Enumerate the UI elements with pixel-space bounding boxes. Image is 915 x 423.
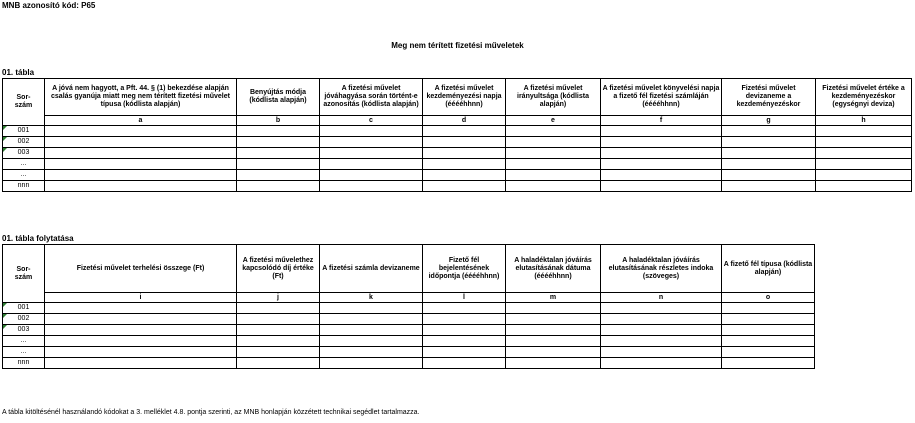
column-letter: m: [506, 293, 601, 303]
input-cell[interactable]: [45, 325, 237, 336]
input-cell[interactable]: [601, 148, 722, 159]
table2: [2, 244, 815, 369]
table-row: [3, 137, 912, 148]
input-cell[interactable]: [423, 159, 506, 170]
table1: [2, 78, 912, 192]
row-marker-icon: [3, 303, 7, 307]
input-cell[interactable]: [45, 170, 237, 181]
input-cell[interactable]: [816, 126, 912, 137]
input-cell[interactable]: [722, 159, 816, 170]
input-cell[interactable]: [320, 347, 423, 358]
row-number: [3, 347, 45, 358]
input-cell[interactable]: [601, 347, 722, 358]
row-number: [3, 314, 45, 325]
input-cell[interactable]: [506, 148, 601, 159]
row-marker-icon: [3, 325, 7, 329]
input-cell[interactable]: [423, 137, 506, 148]
input-cell[interactable]: [601, 303, 722, 314]
column-letter: a: [45, 116, 237, 126]
input-cell[interactable]: [722, 126, 816, 137]
column-header: A fizetési művelet kezdeményezési napja (ééééhhnn): [423, 79, 506, 116]
input-cell[interactable]: [816, 137, 912, 148]
row-number-label: ...: [20, 171, 27, 178]
input-cell[interactable]: [506, 325, 601, 336]
row-number-label: 002: [17, 138, 30, 145]
input-cell[interactable]: [506, 159, 601, 170]
input-cell[interactable]: [722, 137, 816, 148]
input-cell[interactable]: [722, 347, 815, 358]
column-header: Fizetési művelet terhelési összege (Ft): [45, 245, 237, 293]
input-cell[interactable]: [423, 170, 506, 181]
input-cell[interactable]: [320, 148, 423, 159]
input-cell[interactable]: [816, 148, 912, 159]
row-number-label: 003: [17, 149, 30, 156]
row-number: [3, 325, 45, 336]
input-cell[interactable]: [320, 336, 423, 347]
input-cell[interactable]: [423, 303, 506, 314]
input-cell[interactable]: [601, 159, 722, 170]
input-cell[interactable]: [45, 181, 237, 192]
input-cell[interactable]: [320, 137, 423, 148]
input-cell[interactable]: [601, 358, 722, 369]
column-letter: g: [722, 116, 816, 126]
input-cell[interactable]: [423, 314, 506, 325]
table-row: [3, 314, 815, 325]
input-cell[interactable]: [237, 137, 320, 148]
row-marker-icon: [3, 148, 7, 152]
input-cell[interactable]: [423, 181, 506, 192]
input-cell[interactable]: [601, 126, 722, 137]
input-cell[interactable]: [506, 126, 601, 137]
column-letter-row: [3, 116, 912, 126]
column-header: Fizetési művelet devizaneme a kezdeményezéskor: [722, 79, 816, 116]
column-letter: f: [601, 116, 722, 126]
table2-label: 01. tábla folytatása: [2, 234, 74, 243]
input-cell[interactable]: [423, 126, 506, 137]
row-number-label: ...: [20, 160, 27, 167]
row-number: [3, 126, 45, 137]
row-number-label: ...: [20, 337, 27, 344]
input-cell[interactable]: [237, 170, 320, 181]
input-cell[interactable]: [45, 137, 237, 148]
column-header: A fizetési művelet könyvelési napja a fizető fél fizetési számláján (ééééhhnn): [601, 79, 722, 116]
row-number-label: nnn: [17, 182, 30, 189]
input-cell[interactable]: [816, 181, 912, 192]
input-cell[interactable]: [237, 126, 320, 137]
input-cell[interactable]: [506, 347, 601, 358]
input-cell[interactable]: [237, 181, 320, 192]
input-cell[interactable]: [816, 159, 912, 170]
input-cell[interactable]: [601, 137, 722, 148]
input-cell[interactable]: [45, 358, 237, 369]
table-row: [3, 325, 815, 336]
input-cell[interactable]: [722, 181, 816, 192]
row-number: [3, 181, 45, 192]
input-cell[interactable]: [506, 358, 601, 369]
input-cell[interactable]: [237, 159, 320, 170]
input-cell[interactable]: [506, 314, 601, 325]
table-row: [3, 170, 912, 181]
input-cell[interactable]: [320, 358, 423, 369]
column-letter: c: [320, 116, 423, 126]
input-cell[interactable]: [320, 181, 423, 192]
column-header: A fizetési művelethez kapcsolódó díj értéke (Ft): [237, 245, 320, 293]
column-letter: h: [816, 116, 912, 126]
table-row: [3, 336, 815, 347]
input-cell[interactable]: [601, 181, 722, 192]
row-number-label: ...: [20, 348, 27, 355]
input-cell[interactable]: [320, 170, 423, 181]
column-letter: o: [722, 293, 815, 303]
input-cell[interactable]: [423, 358, 506, 369]
input-cell[interactable]: [45, 347, 237, 358]
row-number-header: Sor- szám: [3, 245, 45, 303]
input-cell[interactable]: [722, 170, 816, 181]
input-cell[interactable]: [506, 181, 601, 192]
column-letter: k: [320, 293, 423, 303]
column-letter: e: [506, 116, 601, 126]
row-number: [3, 137, 45, 148]
row-number: [3, 159, 45, 170]
input-cell[interactable]: [722, 148, 816, 159]
row-number: [3, 303, 45, 314]
header-row: [3, 245, 815, 293]
column-header: A fizetési művelet irányultsága (kódlista alapján): [506, 79, 601, 116]
column-letter: l: [423, 293, 506, 303]
row-marker-icon: [3, 137, 7, 141]
row-number: [3, 336, 45, 347]
column-header: A fizetési művelet jóváhagyása során történt-e azonosítás (kódlista alapján): [320, 79, 423, 116]
table-row: [3, 181, 912, 192]
row-number-header: Sor- szám: [3, 79, 45, 126]
input-cell[interactable]: [45, 314, 237, 325]
column-letter: d: [423, 116, 506, 126]
row-number-label: 002: [17, 315, 30, 322]
input-cell[interactable]: [45, 336, 237, 347]
input-cell[interactable]: [237, 325, 320, 336]
column-letter: b: [237, 116, 320, 126]
input-cell[interactable]: [601, 325, 722, 336]
input-cell[interactable]: [237, 314, 320, 325]
input-cell[interactable]: [237, 303, 320, 314]
column-header: A haladéktalan jóváírás elutasításának részletes indoka (szöveges): [601, 245, 722, 293]
input-cell[interactable]: [601, 336, 722, 347]
input-cell[interactable]: [722, 303, 815, 314]
input-cell[interactable]: [320, 314, 423, 325]
input-cell[interactable]: [506, 137, 601, 148]
column-letter-row: [3, 293, 815, 303]
input-cell[interactable]: [423, 336, 506, 347]
row-marker-icon: [3, 314, 7, 318]
column-header: Fizetési művelet értéke a kezdeményezéskor (egységnyi deviza): [816, 79, 912, 116]
input-cell[interactable]: [722, 336, 815, 347]
table-row: [3, 126, 912, 137]
input-cell[interactable]: [816, 170, 912, 181]
column-letter: n: [601, 293, 722, 303]
input-cell[interactable]: [320, 126, 423, 137]
row-number: [3, 358, 45, 369]
table-row: [3, 159, 912, 170]
input-cell[interactable]: [320, 303, 423, 314]
input-cell[interactable]: [45, 126, 237, 137]
input-cell[interactable]: [45, 303, 237, 314]
input-cell[interactable]: [45, 159, 237, 170]
input-cell[interactable]: [237, 358, 320, 369]
column-header: Benyújtás módja (kódlista alapján): [237, 79, 320, 116]
column-letter: i: [45, 293, 237, 303]
input-cell[interactable]: [506, 303, 601, 314]
input-cell[interactable]: [423, 347, 506, 358]
input-cell[interactable]: [237, 148, 320, 159]
table-row: [3, 148, 912, 159]
column-header: A fizetési számla devizaneme: [320, 245, 423, 293]
input-cell[interactable]: [722, 325, 815, 336]
table-row: [3, 358, 815, 369]
header-row: [3, 79, 912, 116]
table-row: [3, 303, 815, 314]
footnote: A tábla kitöltésénél használandó kódokat a 3. melléklet 4.8. pontja szerinti, az MNB honlapján közzétett technikai segédlet tartalmazza.: [2, 409, 420, 416]
input-cell[interactable]: [506, 336, 601, 347]
row-number: [3, 148, 45, 159]
input-cell[interactable]: [320, 159, 423, 170]
column-header: Fizető fél bejelentésének időpontja (ééééhhnn): [423, 245, 506, 293]
column-header: A jóvá nem hagyott, a Pft. 44. § (1) bekezdése alapján csalás gyanúja miatt meg nem térített fizetési művelet típusa (kódlista alapján): [45, 79, 237, 116]
input-cell[interactable]: [722, 358, 815, 369]
input-cell[interactable]: [722, 314, 815, 325]
row-marker-icon: [3, 126, 7, 130]
page-title: Meg nem térített fizetési műveletek: [391, 41, 524, 50]
row-number-label: nnn: [17, 359, 30, 366]
table-row: [3, 347, 815, 358]
input-cell[interactable]: [237, 347, 320, 358]
input-cell[interactable]: [601, 170, 722, 181]
row-number-label: 001: [17, 304, 30, 311]
column-header: A haladéktalan jóváírás elutasításának dátuma (ééééhhnn): [506, 245, 601, 293]
row-number-label: 001: [17, 127, 30, 134]
input-cell[interactable]: [45, 148, 237, 159]
table1-label: 01. tábla: [2, 68, 35, 77]
page-code-title: MNB azonosító kód: P65: [2, 1, 96, 10]
input-cell[interactable]: [237, 336, 320, 347]
input-cell[interactable]: [423, 148, 506, 159]
row-number-label: 003: [17, 326, 30, 333]
input-cell[interactable]: [601, 314, 722, 325]
input-cell[interactable]: [423, 325, 506, 336]
row-number: [3, 170, 45, 181]
column-header: A fizető fél típusa (kódlista alapján): [722, 245, 815, 293]
column-letter: j: [237, 293, 320, 303]
input-cell[interactable]: [320, 325, 423, 336]
input-cell[interactable]: [506, 170, 601, 181]
